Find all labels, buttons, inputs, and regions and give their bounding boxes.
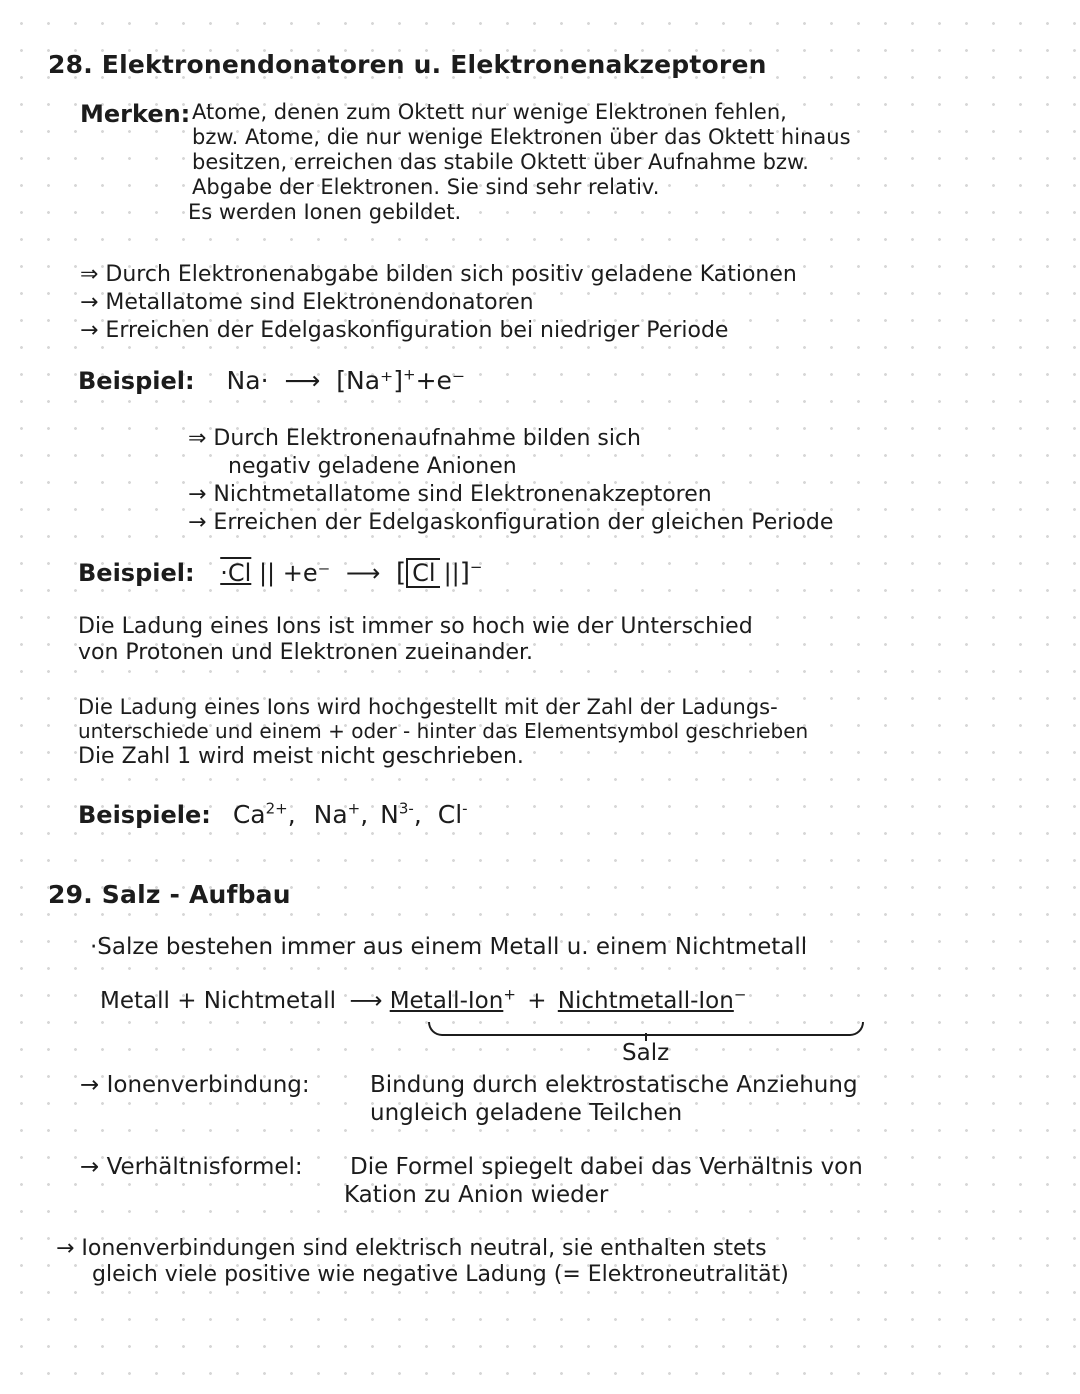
ionenverbindung-text: Bindung durch elektrostatische Anziehung — [370, 1072, 858, 1098]
charge-text: von Protonen und Elektronen zueinander. — [78, 640, 534, 665]
section-29-title: 29. Salz - Aufbau — [48, 880, 291, 909]
example-1-rest: +e⁻ — [415, 366, 466, 395]
neutral-text: gleich viele positive wie negative Ladung (= Elektroneutralität) — [92, 1262, 789, 1287]
example-1-label: Beispiel: — [78, 367, 195, 395]
equation-arrow: ⟶ — [349, 988, 383, 1014]
ionenverbindung-text: ungleich geladene Teilchen — [370, 1100, 683, 1126]
neutral-text: → Ionenverbindungen sind elektrisch neutral, sie enthalten stets — [56, 1236, 767, 1261]
ion-example: Na+, — [313, 799, 369, 829]
verhaeltnis-label: → Verhältnisformel: — [80, 1154, 303, 1180]
reaction-arrow: ⟶ — [345, 559, 381, 587]
equation-plus: + — [527, 988, 547, 1014]
ionenverbindung-label: → Ionenverbindung: — [80, 1072, 310, 1098]
charge-text: Die Ladung eines Ions wird hochgestellt mit der Zahl der Ladungs- — [78, 695, 778, 719]
merken-label: Merken: — [80, 100, 191, 128]
charge-text: Die Zahl 1 wird meist nicht geschrieben. — [78, 744, 524, 769]
metal-ion: Metall-Ion — [389, 988, 504, 1014]
merken-line: Es werden Ionen gebildet. — [188, 200, 462, 224]
ion-examples-label: Beispiele: — [78, 801, 211, 829]
example-2-left-rest: || +e⁻ — [258, 559, 331, 587]
example-2-left: ·Cl — [220, 559, 252, 587]
merken-line: bzw. Atome, die nur wenige Elektronen über das Oktett hinaus — [192, 125, 851, 149]
salt-underbrace — [428, 1022, 864, 1036]
merken-line: Atome, denen zum Oktett nur wenige Elektronen fehlen, — [192, 100, 787, 124]
example-2-ion-rest: || — [443, 559, 460, 587]
example-1-left: Na· — [226, 366, 269, 395]
charge-text: Die Ladung eines Ions ist immer so hoch wie der Unterschied — [78, 614, 753, 639]
salt-label: Salz — [622, 1040, 670, 1066]
ion-example: $Ca^{2+}$, — [232, 799, 296, 829]
cation-point: → Erreichen der Edelgaskonfiguration bei niedriger Periode — [80, 318, 729, 343]
section-28-title: 28. Elektronendonatoren u. Elektronenakzeptoren — [48, 50, 767, 79]
salt-bullet: ·Salze bestehen immer aus einem Metall u. einem Nichtmetall — [90, 934, 808, 960]
anion-point: ⇒ Durch Elektronenaufnahme bilden sich — [188, 426, 641, 451]
cation-point: → Metallatome sind Elektronendonatoren — [80, 290, 534, 315]
example-2-charge: − — [469, 558, 483, 576]
merken-text — [188, 100, 851, 225]
ion-example: Cl- — [437, 799, 468, 829]
verhaeltnis-text: Die Formel spiegelt dabei das Verhältnis von — [350, 1154, 863, 1180]
verhaeltnis-text: Kation zu Anion wieder — [344, 1182, 609, 1208]
merken-line: besitzen, erreichen das stabile Oktett über Aufnahme bzw. — [192, 150, 809, 174]
cation-point: ⇒ Durch Elektronenabgabe bilden sich positiv geladene Kationen — [80, 262, 797, 287]
example-1-charge: + — [403, 365, 416, 384]
metal-ion-charge: + — [503, 985, 516, 1004]
anion-point: → Erreichen der Edelgaskonfiguration der gleichen Periode — [188, 510, 834, 535]
anion-point: → Nichtmetallatome sind Elektronenakzeptoren — [188, 482, 712, 507]
ion-example: $N^{3-}$, — [380, 799, 422, 829]
example-1-ion: [Na⁺] — [336, 366, 403, 395]
example-2: Beispiel: ·Cl || +e⁻ ⟶ [ Cl ||]− — [78, 558, 483, 588]
ion-examples — [78, 800, 468, 829]
nonmetal-ion: Nichtmetall-Ion — [557, 988, 734, 1014]
anion-point: negativ geladene Anionen — [228, 454, 517, 479]
charge-text: unterschiede und einem + oder - hinter das Elementsymbol geschrieben — [78, 719, 809, 743]
nonmetal-ion-charge: − — [733, 985, 747, 1004]
example-2-ion: Cl — [406, 558, 439, 588]
merken-line: Abgabe der Elektronen. Sie sind sehr relativ. — [192, 175, 660, 199]
example-2-label: Beispiel: — [78, 559, 195, 587]
salt-equation — [100, 985, 747, 1014]
reaction-arrow: ⟶ — [284, 366, 321, 395]
example-1 — [78, 366, 465, 395]
equation-left: Metall + Nichtmetall — [100, 988, 337, 1014]
